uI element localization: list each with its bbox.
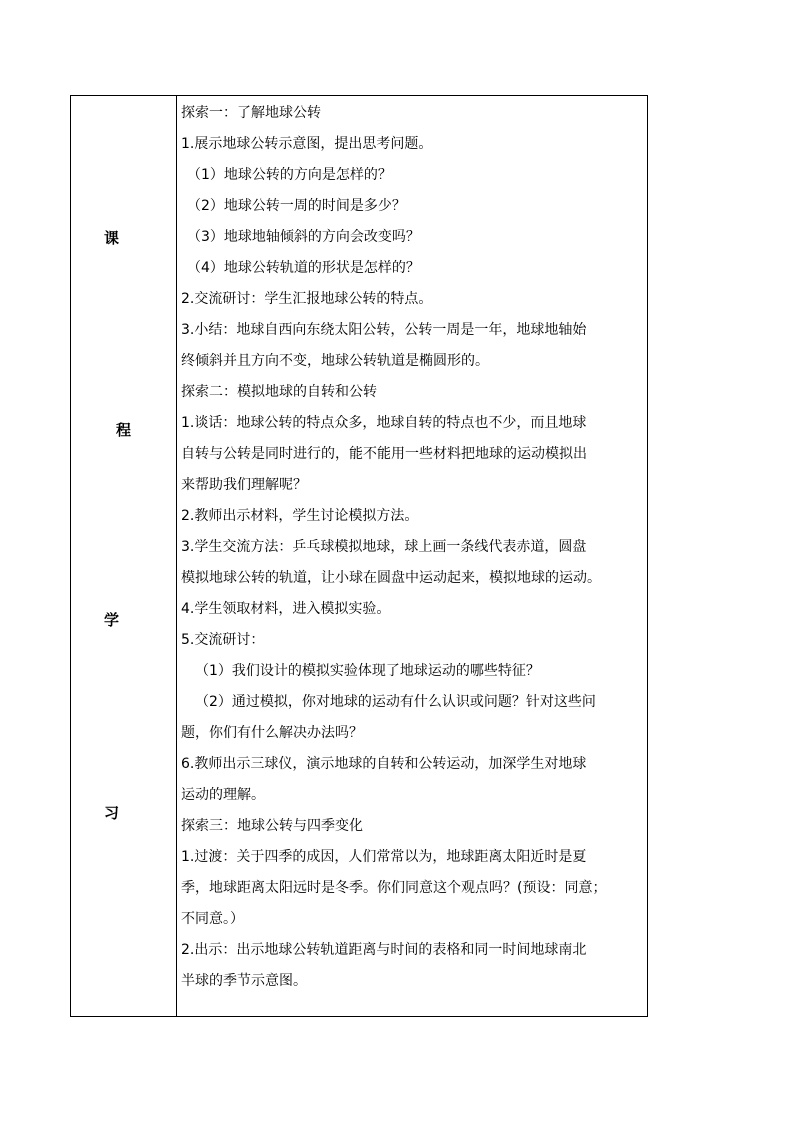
content-line: 1.过渡：关于四季的成因，人们常常以为，地球距离太阳近时是夏 xyxy=(181,849,587,865)
content-line: （2）地球公转一周的时间是多少？ xyxy=(187,198,406,214)
content-line: 自转与公转是同时进行的，能不能用一些材料把地球的运动模拟出 xyxy=(181,446,587,462)
section-label-column xyxy=(71,96,177,1016)
content-line: 3.小结：地球自西向东绕太阳公转，公转一周是一年，地球地轴始 xyxy=(181,322,587,338)
content-line: 5.交流研讨： xyxy=(181,632,265,648)
section-label-char: 学 xyxy=(104,611,120,629)
content-line: （1）我们设计的模拟实验体现了地球运动的哪些特征？ xyxy=(195,663,540,679)
content-line: 2.出示：出示地球公转轨道距离与时间的表格和同一时间地球南北 xyxy=(181,942,587,958)
section-label-char: 程 xyxy=(116,421,132,439)
lesson-content xyxy=(177,96,647,1016)
content-line: 1.展示地球公转示意图，提出思考问题。 xyxy=(181,136,433,152)
content-line: 2.教师出示材料，学生讨论模拟方法。 xyxy=(181,508,419,524)
content-line: （4）地球公转轨道的形状是怎样的？ xyxy=(187,260,420,276)
content-line: 探索二：模拟地球的自转和公转 xyxy=(181,384,377,400)
content-line: 季，地球距离太阳远时是冬季。你们同意这个观点吗？(预设：同意； xyxy=(181,880,607,896)
content-line: 运动的理解。 xyxy=(181,787,265,803)
content-line: 1.谈话：地球公转的特点众多，地球自转的特点也不少，而且地球 xyxy=(181,415,587,431)
content-line: 终倾斜并且方向不变，地球公转轨道是椭圆形的。 xyxy=(181,353,489,369)
content-line: 来帮助我们理解呢？ xyxy=(181,477,307,493)
content-line: 模拟地球公转的轨道，让小球在圆盘中运动起来，模拟地球的运动。 xyxy=(181,570,601,586)
content-line: 3.学生交流方法：乒乓球模拟地球，球上画一条线代表赤道，圆盘 xyxy=(181,539,587,555)
content-line: （3）地球地轴倾斜的方向会改变吗？ xyxy=(187,229,420,245)
content-line: 6.教师出示三球仪，演示地球的自转和公转运动，加深学生对地球 xyxy=(181,756,587,772)
content-line: 探索三：地球公转与四季变化 xyxy=(181,818,363,834)
content-line: （2）通过模拟，你对地球的运动有什么认识或问题？针对这些问 xyxy=(195,694,596,710)
content-line: 2.交流研讨：学生汇报地球公转的特点。 xyxy=(181,291,433,307)
content-line: 探索一：了解地球公转 xyxy=(181,105,321,121)
content-line: 不同意。） xyxy=(181,911,244,927)
content-line: （1）地球公转的方向是怎样的？ xyxy=(187,167,392,183)
content-line: 4.学生领取材料，进入模拟实验。 xyxy=(181,601,391,617)
lesson-table xyxy=(70,95,648,1017)
section-label-char: 习 xyxy=(104,804,120,822)
content-line: 题，你们有什么解决办法吗？ xyxy=(181,725,363,741)
section-label-char: 课 xyxy=(104,229,120,247)
content-line: 半球的季节示意图。 xyxy=(181,973,307,989)
